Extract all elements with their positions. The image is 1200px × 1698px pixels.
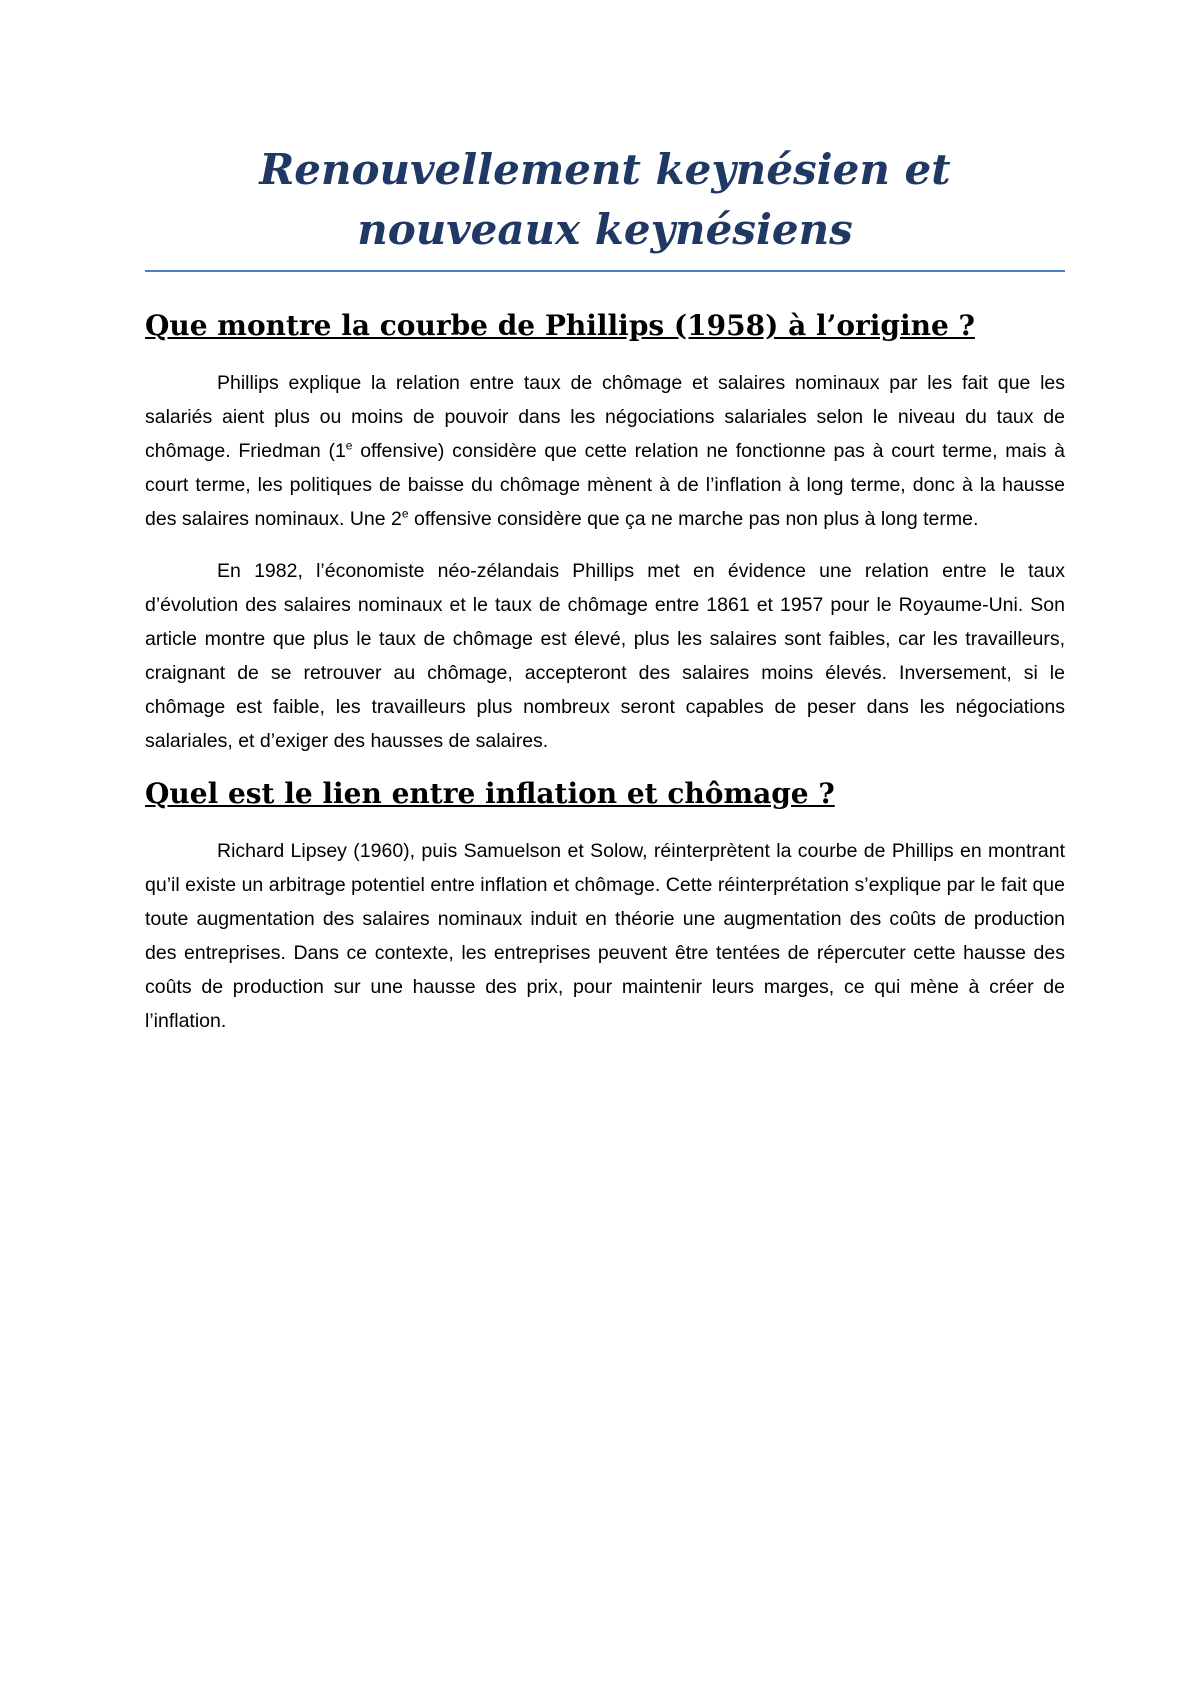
section-heading-inflation-unemployment: Quel est le lien entre inflation et chômage ? bbox=[145, 777, 835, 810]
superscript: e bbox=[401, 506, 409, 521]
paragraph-text: offensive considère que ça ne marche pas non plus à long terme. bbox=[408, 508, 979, 530]
document-title: Renouvellement keynésien et nouveaux keynésiens bbox=[145, 140, 1065, 272]
paragraph-phillips-explanation bbox=[145, 366, 1065, 536]
superscript: e bbox=[345, 438, 353, 453]
document-page bbox=[145, 140, 1065, 1038]
paragraph-text: offensive) considère que cette relation ne fonctionne pas à court terme, mais à court terme, les politiques de baisse du chômage mènent à de l’inflation à long terme, donc à la hausse des salaires nominaux. Une 2 bbox=[145, 440, 1066, 530]
paragraph-phillips-1982: En 1982, l’économiste néo-zélandais Phillips met en évidence une relation entre le taux d’évolution des salaires nominaux et le taux de chômage entre 1861 et 1957 pour le Royaume-Uni. Son article montre que plus le taux de chômage est élevé, plus les salaires sont faibles, car les travailleurs, craignant de se retrouver au chômage, accepteront des salaires moins élevés. Inversement, si le chômage est faible, les travailleurs plus nombreux seront capables de peser dans les négociations salariales, et d’exiger des hausses de salaires. bbox=[145, 560, 1065, 752]
paragraph-text: Phillips explique la relation entre taux de chômage et salaires nominaux par les fait que les salariés aient plus ou moins de pouvoir dans les négociations salariales selon le niveau du taux de chômage. Friedman (1 bbox=[145, 372, 1065, 462]
paragraph-lipsey: Richard Lipsey (1960), puis Samuelson et Solow, réinterprètent la courbe de Phillips en montrant qu’il existe un arbitrage potentiel entre inflation et chômage. Cette réinterprétation s’explique par le fait que toute augmentation des salaires nominaux induit en théorie une augmentation des coûts de production des entreprises. Dans ce contexte, les entreprises peuvent être tentées de répercuter cette hausse des coûts de production sur une hausse des prix, pour maintenir leurs marges, ce qui mène à créer de l’inflation. bbox=[145, 840, 1065, 1032]
section-heading-phillips-origin: Que montre la courbe de Phillips (1958) à l’origine ? bbox=[145, 309, 975, 342]
